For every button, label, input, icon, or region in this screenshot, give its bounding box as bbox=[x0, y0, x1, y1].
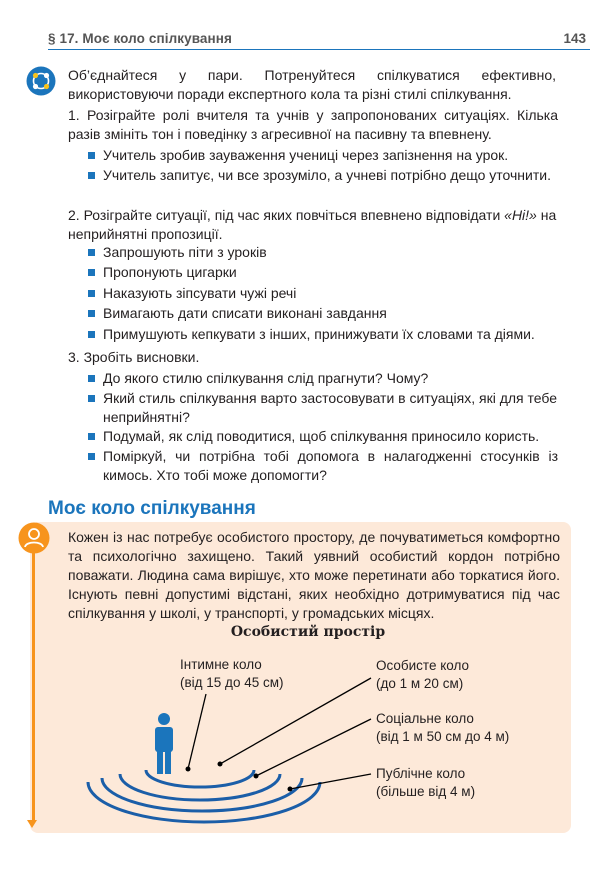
task-item-3: 3. Зробіть висновки. bbox=[68, 349, 200, 365]
list-item: Вимагають дати списати виконані завдання bbox=[88, 304, 558, 323]
chapter-title: § 17. Моє коло спілкування bbox=[48, 31, 233, 46]
list-item: Який стиль спілкування варто застосовувати в ситуаціях, які для тебе неприйнятні? bbox=[88, 389, 558, 427]
ring-social bbox=[102, 778, 302, 811]
page-number: 143 bbox=[563, 31, 586, 46]
list-item: Подумай, як слід поводитися, щоб спілкування приносило користь. bbox=[88, 427, 558, 446]
zone-label-personal: Особисте коло (до 1 м 20 см) bbox=[376, 658, 470, 691]
zone-label-social: Соціальне коло (від 1 м 50 см до 4 м) bbox=[376, 711, 510, 744]
pointer-dot bbox=[218, 762, 223, 767]
list-item: Запрошують піти з уроків bbox=[88, 243, 558, 262]
task-intro: Об’єднайтеся у пари. Потренуйтеся спілкуватися ефективно, використовуючи поради експертного кола та різні стилі спілкування. bbox=[68, 67, 556, 102]
list-item: Пропонують цигарки bbox=[88, 263, 558, 282]
task-item-1: 1. Розіграйте ролі вчителя та учнів у запропонованих ситуаціях. Кілька разів змініть тон і поведінку з агресивної на пасивну та впевнену. bbox=[68, 107, 558, 142]
zone-label-public: Публічне коло (більше від 4 м) bbox=[376, 766, 476, 799]
person-figure bbox=[155, 713, 173, 774]
section-text: Кожен із нас потребує особистого простору, де почуватиметься комфортно та психологічно захищено. Такий уявний особистий кордон потрібно поважати. Людина сама вирішує, хто може перетинати або торкатися його. Існують певні допустимі відстані, яких необхідно дотримуватися під час спілкування у школі, у транспорті, у громадських місцях. bbox=[68, 529, 560, 621]
pointer-intimate bbox=[188, 694, 206, 769]
diagram-title: Особистий простір bbox=[230, 624, 386, 640]
list-item: Примушують кепкувати з інших, принижувати їх словами та діями. bbox=[88, 325, 558, 344]
zone-label-intimate: Інтимне коло (від 15 до 45 см) bbox=[180, 657, 284, 690]
pointer-dot bbox=[254, 774, 259, 779]
list-item: Учитель зробив зауваження учениці через запізнення на урок. bbox=[88, 146, 558, 165]
pointer-dot bbox=[288, 787, 293, 792]
pointer-dot bbox=[186, 767, 191, 772]
list-item: Наказують зіпсувати чужі речі bbox=[88, 284, 558, 303]
list-item: До якого стилю спілкування слід прагнути? Чому? bbox=[88, 369, 558, 388]
section-title: Моє коло спілкування bbox=[48, 498, 256, 519]
list-item: Поміркуй, чи потрібна тобі допомога в налагодженні стосунків із кимось. Хто тобі може допомогти? bbox=[88, 447, 558, 485]
pointer-social bbox=[256, 719, 371, 776]
task-item-2: 2. Розіграйте ситуації, під час яких повчіться впевнено відповідати «Ні!» на неприйнятні пропозиції. bbox=[68, 207, 557, 242]
list-item: Учитель запитує, чи все зрозуміло, а учневі потрібно дещо уточнити. bbox=[88, 166, 558, 185]
